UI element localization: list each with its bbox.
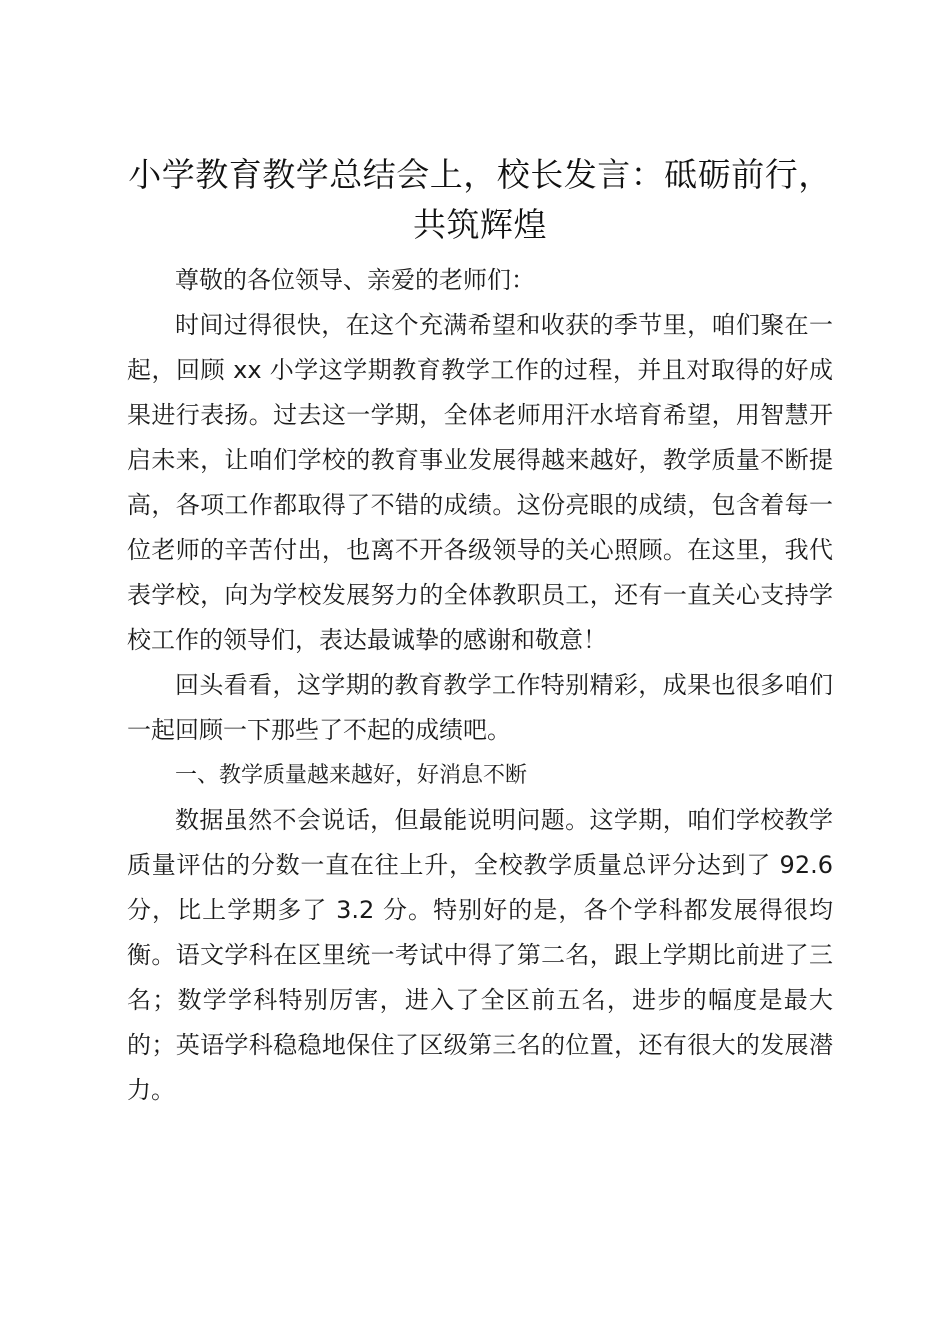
section-heading: 一、教学质量越来越好，好消息不断 [175,763,528,788]
paragraph-teaching-quality: 数据虽然不会说话，但最能说明问题。这学期，咱们学校教学质量评估的分数一直在往上升，全校教学质量总评分达到了 92.6 分，比上学期多了 3.2 分。特别好的是，各个学科都发展得很均衡。语文学科在区里统一考试中得了第二名，跟上学期比前进了三名；数学学科特别厉害，进入了全区前五名，进步的幅度是最大的；英语学科稳稳地保住了区级第三名的位置，还有很大的发展潜力。 [127,806,833,1104]
paragraph-review: 回头看看，这学期的教育教学工作特别精彩，成果也很多咱们一起回顾一下那些了不起的成绩吧。 [127,671,833,744]
document-title: 小学教育教学总结会上，校长发言：砥砺前行，共筑辉煌 [128,155,832,244]
paragraph-intro: 时间过得很快，在这个充满希望和收获的季节里，咱们聚在一起，回顾 xx 小学这学期教育教学工作的过程，并且对取得的好成果进行表扬。过去这一学期，全体老师用汗水培育希望，用智慧开启未来，让咱们学校的教育事业发展得越来越好，教学质量不断提高，各项工作都取得了不错的成绩。这份亮眼的成绩，包含着每一位老师的辛苦付出，也离不开各级领导的关心照顾。在这里，我代表学校，向为学校发展努力的全体教职员工，还有一直关心支持学校工作的领导们，表达最诚挚的感谢和敬意！ [127,311,833,654]
document-page [127,150,833,1113]
salutation: 尊敬的各位领导、亲爱的老师们： [175,266,535,294]
